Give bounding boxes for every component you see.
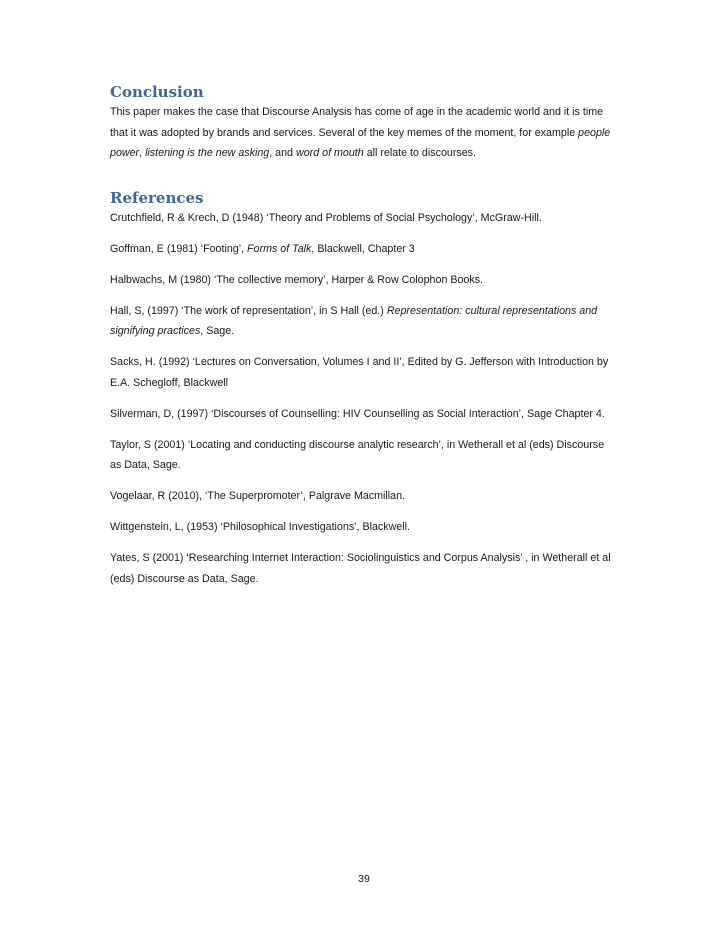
conclusion-phrase-word-of-mouth: word of mouth (295, 147, 364, 159)
references-heading: References (110, 188, 204, 207)
reference-item: Yates, S (2001) ‘Researching Internet Interaction: Sociolinguistics and Corpus Analysis’ , in Wetherall et al (eds) Discourse as Data, Sage. (110, 552, 611, 585)
conclusion-text-end: all relate to discourses. (363, 147, 476, 159)
conclusion-heading: Conclusion (110, 83, 204, 101)
reference-text: , Sage. (200, 325, 235, 337)
reference-text: Goffman, E (1981) ‘Footing’, (110, 242, 248, 255)
conclusion-phrase-people-power: people power (110, 126, 611, 159)
page-content (110, 82, 618, 600)
page-number: 39 (358, 873, 370, 885)
reference-item: Halbwachs, M (1980) ‘The collective memory’, Harper & Row Colophon Books. (110, 273, 484, 286)
reference-item: Wittgenstein, L, (1953) ‘Philosophical Investigations’, Blackwell. (110, 521, 410, 533)
reference-item: Sacks, H. (1992) ‘Lectures on Conversation, Volumes I and II’, Edited by G. Jefferson with Introduction by E.A. Schegloff, Blackwell (110, 356, 609, 389)
reference-item (110, 301, 618, 342)
conclusion-separator: , and (269, 147, 296, 159)
conclusion-phrase-listening: listening is the new asking (145, 147, 270, 159)
conclusion-separator: , (139, 147, 146, 159)
reference-item: Silverman, D, (1997) ‘Discourses of Counselling: HIV Counselling as Social Interaction’, Sage Chapter 4. (110, 407, 605, 420)
reference-italic-title: Representation: cultural representations and signifying practices (110, 304, 598, 337)
conclusion-paragraph (110, 102, 618, 164)
reference-text: Hall, S, (1997) ‘The work of representation’, in S Hall (ed.) (110, 304, 387, 317)
conclusion-text-start: This paper makes the case that Discourse Analysis has come of age in the academic world and it is time that it was adopted by brands and services. Several of the key memes of the moment, for example (110, 106, 604, 139)
reference-item: Taylor, S (2001) ‘Locating and conducting discourse analytic research’, in Wetherall et al (eds) Discourse as Data, Sage. (110, 438, 605, 471)
reference-item: Vogelaar, R (2010), ‘The Superpromoter’, Palgrave Macmillan. (110, 490, 406, 502)
reference-italic-title: Forms of Talk (247, 242, 312, 255)
references-list (110, 208, 618, 590)
reference-item (110, 239, 618, 260)
reference-text: , Blackwell, Chapter 3 (311, 242, 415, 255)
reference-item: Crutchfield, R & Krech, D (1948) ‘Theory and Problems of Social Psychology’, McGraw-Hill. (110, 211, 542, 224)
